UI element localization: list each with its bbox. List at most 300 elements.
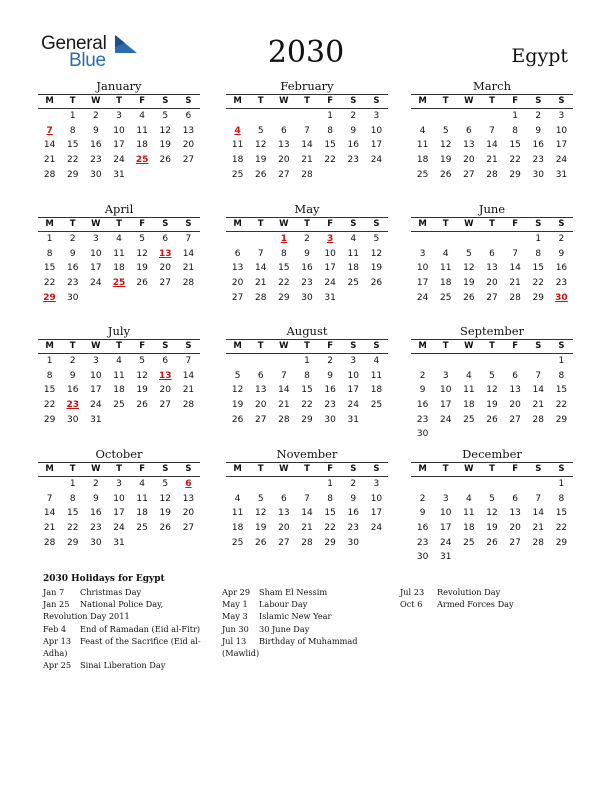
- day-cell: 26: [370, 278, 383, 289]
- day-cell: 1: [327, 111, 333, 121]
- day-cell: 3: [92, 234, 99, 244]
- day-cell: 28: [182, 278, 195, 289]
- day-cell: 21: [182, 263, 195, 274]
- day-cell: 21: [182, 385, 195, 396]
- holiday-name: Sinai Liberation Day: [80, 660, 166, 671]
- day-cell: 4: [234, 493, 241, 504]
- day-cell: 9: [350, 125, 357, 136]
- day-cell: 19: [486, 523, 498, 534]
- month-april: [38, 202, 200, 305]
- day-cell: 20: [182, 508, 195, 519]
- day-grid: [226, 232, 388, 305]
- day-cell: 17: [90, 385, 102, 396]
- day-cell: 12: [463, 263, 475, 274]
- holidays-title: 2030 Holidays for Egypt: [43, 574, 165, 584]
- day-cell: 17: [113, 508, 125, 519]
- day-cell: 14: [278, 385, 290, 396]
- holiday-item: [43, 598, 203, 622]
- day-cell: 15: [509, 140, 521, 151]
- month-name: September: [459, 324, 525, 338]
- day-cell: 20: [278, 523, 290, 534]
- weekday-label: S: [558, 464, 565, 474]
- weekday-label: M: [45, 341, 54, 351]
- day-cell: 13: [182, 493, 195, 504]
- day-cell: 2: [350, 111, 357, 121]
- holiday-day-cell: 3: [327, 234, 334, 244]
- weekday-label: S: [558, 341, 565, 351]
- day-cell: 28: [278, 414, 290, 425]
- day-cell: 28: [43, 169, 56, 180]
- day-cell: 11: [416, 140, 429, 151]
- day-cell: 22: [509, 155, 521, 166]
- day-cell: 10: [347, 370, 359, 381]
- day-cell: 2: [327, 356, 333, 366]
- day-cell: 8: [327, 493, 333, 504]
- day-cell: 20: [509, 400, 521, 411]
- day-cell: 18: [463, 400, 475, 411]
- day-cell: 9: [327, 370, 333, 381]
- day-cell: 19: [254, 523, 267, 534]
- holiday-day-cell: 1: [280, 234, 287, 244]
- weekday-label: F: [512, 219, 519, 229]
- day-cell: 22: [66, 523, 79, 534]
- day-cell: 29: [509, 169, 521, 180]
- empty-day-cell: [249, 232, 272, 247]
- day-cell: 10: [90, 370, 102, 381]
- day-cell: 3: [116, 479, 122, 489]
- day-cell: 2: [304, 234, 310, 244]
- day-cell: 28: [532, 537, 544, 548]
- day-cell: 1: [327, 479, 333, 489]
- day-cell: 4: [419, 125, 426, 136]
- month-june: [411, 202, 573, 305]
- holiday-name: Birthday of Muhammad (Mawlid): [222, 635, 358, 659]
- weekday-label: M: [418, 96, 427, 106]
- day-cell: 9: [350, 493, 357, 504]
- day-cell: 31: [90, 414, 102, 425]
- day-cell: 19: [370, 263, 383, 274]
- day-cell: 5: [162, 479, 169, 489]
- day-cell: 18: [463, 523, 475, 534]
- day-cell: 20: [254, 400, 267, 411]
- day-cell: 18: [231, 155, 244, 166]
- weekday-label: T: [116, 464, 122, 474]
- day-cell: 10: [324, 248, 336, 259]
- day-cell: 23: [532, 155, 544, 166]
- day-cell: 5: [257, 125, 264, 136]
- day-cell: 5: [489, 493, 495, 504]
- day-cell: 30: [347, 537, 359, 548]
- holiday-date: Apr 13: [43, 635, 72, 646]
- month-november: [226, 447, 388, 550]
- day-cell: 3: [442, 370, 449, 381]
- day-cell: 8: [535, 248, 542, 259]
- holiday-item: [222, 623, 392, 635]
- day-cell: 25: [231, 537, 244, 548]
- day-cell: 21: [43, 523, 56, 534]
- day-cell: 14: [301, 140, 313, 151]
- month-august: [226, 324, 388, 427]
- day-cell: 27: [463, 169, 475, 180]
- day-cell: 18: [439, 278, 452, 289]
- day-cell: 20: [231, 278, 244, 289]
- day-cell: 14: [532, 508, 544, 519]
- month-name: October: [95, 447, 143, 461]
- month-name: May: [294, 202, 320, 216]
- empty-day-cell: [295, 109, 318, 124]
- day-cell: 14: [182, 370, 195, 381]
- holiday-date: Jan 25: [43, 599, 70, 610]
- empty-day-cell: [434, 109, 457, 124]
- day-cell: 27: [159, 278, 171, 289]
- day-cell: 29: [532, 292, 544, 303]
- empty-day-cell: [226, 354, 249, 369]
- day-cell: 6: [162, 356, 169, 366]
- day-cell: 14: [182, 248, 195, 259]
- weekday-label: W: [464, 464, 474, 474]
- day-cell: 25: [370, 400, 383, 411]
- day-cell: 19: [463, 278, 475, 289]
- day-cell: 4: [465, 370, 472, 381]
- day-cell: 20: [278, 155, 290, 166]
- weekday-label: S: [373, 341, 380, 351]
- day-cell: 8: [46, 370, 53, 381]
- day-cell: 16: [532, 140, 544, 151]
- day-cell: 11: [370, 370, 383, 381]
- day-cell: 8: [69, 493, 76, 504]
- day-cell: 15: [66, 140, 79, 151]
- day-cell: 26: [254, 537, 267, 548]
- empty-day-cell: [249, 477, 272, 492]
- day-cell: 11: [113, 370, 125, 381]
- day-cell: 25: [136, 523, 148, 534]
- day-cell: 9: [419, 508, 426, 519]
- empty-day-cell: [457, 477, 480, 492]
- holiday-item: [222, 586, 392, 598]
- weekday-label: S: [373, 464, 380, 474]
- day-cell: 5: [465, 248, 472, 259]
- day-grid: [38, 109, 200, 182]
- day-cell: 16: [66, 385, 79, 396]
- day-cell: 2: [558, 234, 565, 244]
- day-cell: 15: [278, 263, 290, 274]
- holiday-date: Jul 13: [222, 635, 247, 646]
- day-cell: 24: [439, 537, 452, 548]
- month-july: [38, 324, 200, 427]
- day-cell: 23: [347, 523, 359, 534]
- logo-general-text: General: [41, 33, 107, 54]
- day-cell: 21: [486, 155, 498, 166]
- holiday-date: May 1: [222, 599, 248, 610]
- day-cell: 8: [69, 125, 76, 136]
- day-cell: 26: [463, 292, 475, 303]
- day-cell: 24: [113, 523, 125, 534]
- day-cell: 11: [231, 140, 244, 151]
- month-name: July: [107, 324, 131, 338]
- day-cell: 13: [278, 140, 290, 151]
- day-cell: 9: [69, 370, 76, 381]
- weekday-label: F: [512, 96, 519, 106]
- day-cell: 22: [555, 400, 568, 411]
- weekday-label: T: [69, 464, 76, 474]
- weekday-label: S: [162, 96, 169, 106]
- holiday-item: [222, 610, 392, 622]
- day-cell: 26: [254, 169, 267, 180]
- day-cell: 17: [439, 400, 452, 411]
- day-cell: 6: [280, 493, 287, 504]
- day-cell: 7: [535, 493, 542, 504]
- weekday-label: S: [558, 96, 565, 106]
- holiday-day-cell: 4: [234, 125, 241, 136]
- day-cell: 5: [139, 234, 145, 244]
- holiday-day-cell: 7: [46, 125, 53, 136]
- empty-day-cell: [434, 477, 457, 492]
- day-cell: 23: [90, 523, 102, 534]
- weekday-label: S: [373, 219, 380, 229]
- day-cell: 3: [116, 111, 122, 121]
- weekday-label: W: [279, 219, 289, 229]
- day-cell: 16: [66, 263, 79, 274]
- holiday-day-cell: 13: [159, 248, 172, 259]
- day-cell: 10: [439, 508, 452, 519]
- weekday-label: T: [257, 219, 264, 229]
- holiday-day-cell: 6: [185, 479, 192, 489]
- month-name: March: [473, 79, 511, 93]
- holiday-item: [400, 598, 550, 610]
- day-cell: 19: [136, 263, 148, 274]
- empty-day-cell: [504, 232, 527, 247]
- weekday-label: W: [464, 341, 474, 351]
- day-cell: 29: [66, 537, 79, 548]
- weekday-label: T: [304, 219, 310, 229]
- weekday-label: S: [535, 219, 542, 229]
- day-cell: 5: [257, 493, 264, 504]
- day-cell: 12: [486, 508, 498, 519]
- month-name: November: [276, 447, 338, 461]
- day-cell: 26: [439, 169, 452, 180]
- day-cell: 24: [370, 523, 383, 534]
- month-january: [38, 79, 200, 182]
- day-cell: 27: [486, 292, 498, 303]
- holiday-date: Apr 25: [43, 660, 72, 671]
- day-cell: 1: [558, 479, 565, 489]
- day-cell: 2: [350, 479, 357, 489]
- holiday-date: Jun 30: [222, 623, 249, 634]
- day-cell: 19: [159, 140, 171, 151]
- weekday-label: F: [327, 464, 334, 474]
- day-cell: 30: [66, 292, 79, 303]
- day-cell: 31: [113, 537, 125, 548]
- day-cell: 3: [373, 111, 380, 121]
- day-cell: 10: [113, 493, 125, 504]
- day-cell: 6: [257, 370, 264, 381]
- empty-day-cell: [434, 354, 457, 369]
- day-cell: 27: [509, 414, 521, 425]
- weekday-header: [226, 462, 388, 477]
- holiday-column: [400, 586, 550, 610]
- day-grid: [411, 109, 573, 182]
- empty-day-cell: [480, 232, 503, 247]
- day-cell: 7: [185, 234, 192, 244]
- day-cell: 15: [324, 508, 336, 519]
- day-cell: 12: [159, 493, 171, 504]
- day-cell: 26: [231, 414, 244, 425]
- day-cell: 1: [46, 356, 53, 366]
- weekday-label: T: [69, 341, 76, 351]
- day-cell: 24: [90, 278, 102, 289]
- weekday-label: S: [558, 219, 565, 229]
- empty-day-cell: [249, 109, 272, 124]
- day-cell: 16: [324, 385, 336, 396]
- day-cell: 1: [304, 356, 310, 366]
- day-cell: 27: [182, 155, 195, 166]
- holiday-item: [43, 635, 203, 659]
- day-cell: 23: [90, 155, 102, 166]
- day-cell: 8: [46, 248, 53, 259]
- day-cell: 21: [532, 523, 544, 534]
- holiday-name: Feast of the Sacrifice (Eid al-Adha): [43, 635, 201, 659]
- empty-day-cell: [226, 109, 249, 124]
- day-cell: 27: [278, 169, 290, 180]
- day-grid: [226, 109, 388, 182]
- weekday-label: F: [139, 96, 146, 106]
- weekday-label: F: [139, 341, 146, 351]
- day-cell: 11: [113, 248, 125, 259]
- weekday-label: T: [69, 219, 76, 229]
- day-cell: 5: [373, 234, 380, 244]
- weekday-label: M: [45, 219, 54, 229]
- day-cell: 19: [136, 385, 148, 396]
- day-cell: 6: [185, 111, 192, 121]
- day-cell: 26: [136, 400, 148, 411]
- day-cell: 31: [439, 552, 452, 563]
- day-cell: 20: [486, 278, 498, 289]
- day-cell: 22: [324, 155, 336, 166]
- day-cell: 25: [463, 537, 475, 548]
- day-cell: 3: [442, 493, 449, 504]
- day-cell: 26: [159, 523, 171, 534]
- day-cell: 22: [324, 523, 336, 534]
- day-cell: 27: [509, 537, 521, 548]
- empty-day-cell: [480, 109, 503, 124]
- month-name: January: [96, 79, 142, 93]
- day-cell: 15: [43, 385, 56, 396]
- weekday-label: S: [535, 464, 542, 474]
- empty-day-cell: [411, 354, 434, 369]
- day-cell: 30: [301, 292, 313, 303]
- day-grid: [226, 354, 388, 427]
- empty-day-cell: [226, 477, 249, 492]
- day-cell: 13: [231, 263, 244, 274]
- weekday-label: M: [418, 341, 427, 351]
- day-cell: 30: [90, 537, 102, 548]
- day-cell: 12: [159, 125, 171, 136]
- day-cell: 3: [350, 356, 357, 366]
- day-cell: 29: [66, 169, 79, 180]
- day-cell: 5: [442, 125, 449, 136]
- weekday-label: S: [535, 341, 542, 351]
- day-cell: 17: [439, 523, 452, 534]
- day-cell: 3: [419, 248, 426, 259]
- empty-day-cell: [457, 232, 480, 247]
- weekday-label: W: [91, 96, 101, 106]
- holiday-day-cell: 25: [112, 278, 126, 289]
- day-cell: 2: [419, 370, 426, 381]
- day-cell: 8: [512, 125, 518, 136]
- day-cell: 5: [489, 370, 495, 381]
- day-cell: 21: [278, 400, 290, 411]
- day-cell: 30: [416, 552, 429, 563]
- day-cell: 10: [370, 493, 383, 504]
- day-cell: 13: [509, 508, 521, 519]
- day-cell: 5: [234, 370, 241, 381]
- day-cell: 22: [43, 400, 56, 411]
- holiday-day-cell: 30: [555, 292, 568, 303]
- day-cell: 28: [509, 292, 521, 303]
- weekday-label: M: [418, 464, 427, 474]
- holiday-item: [222, 598, 392, 610]
- weekday-label: T: [116, 341, 122, 351]
- day-cell: 24: [347, 400, 359, 411]
- weekday-label: S: [185, 96, 192, 106]
- day-cell: 31: [347, 414, 359, 425]
- weekday-label: F: [327, 341, 334, 351]
- holiday-name: End of Ramadan (Eid al-Fitr): [80, 623, 201, 634]
- day-cell: 25: [439, 292, 452, 303]
- day-cell: 12: [370, 248, 383, 259]
- month-march: [411, 79, 573, 182]
- weekday-label: W: [279, 464, 289, 474]
- day-cell: 25: [231, 169, 244, 180]
- month-name: February: [280, 79, 334, 93]
- day-cell: 9: [92, 493, 99, 504]
- day-cell: 20: [159, 385, 171, 396]
- holiday-name: Islamic New Year: [259, 611, 332, 622]
- weekday-label: S: [185, 219, 192, 229]
- day-cell: 15: [555, 385, 568, 396]
- day-cell: 15: [66, 508, 79, 519]
- day-cell: 20: [159, 263, 171, 274]
- day-cell: 2: [69, 234, 76, 244]
- holiday-column: [222, 586, 392, 659]
- day-cell: 6: [465, 125, 472, 136]
- day-cell: 17: [113, 140, 125, 151]
- holiday-day-cell: 25: [135, 155, 149, 166]
- day-cell: 21: [301, 155, 313, 166]
- weekday-header: [38, 339, 200, 354]
- day-cell: 28: [182, 400, 195, 411]
- weekday-header: [411, 94, 573, 109]
- day-cell: 13: [254, 385, 267, 396]
- day-cell: 14: [43, 140, 56, 151]
- day-cell: 13: [182, 125, 195, 136]
- empty-day-cell: [295, 477, 318, 492]
- day-cell: 18: [113, 385, 125, 396]
- day-cell: 26: [159, 155, 171, 166]
- day-cell: 5: [162, 111, 169, 121]
- day-cell: 6: [234, 248, 241, 259]
- day-cell: 9: [535, 125, 542, 136]
- day-cell: 4: [139, 111, 145, 121]
- day-cell: 31: [113, 169, 125, 180]
- month-name: August: [286, 324, 328, 338]
- day-cell: 1: [46, 234, 53, 244]
- day-cell: 24: [324, 278, 336, 289]
- month-name: April: [104, 202, 134, 216]
- day-cell: 6: [162, 234, 169, 244]
- day-cell: 23: [347, 155, 359, 166]
- weekday-label: T: [116, 219, 122, 229]
